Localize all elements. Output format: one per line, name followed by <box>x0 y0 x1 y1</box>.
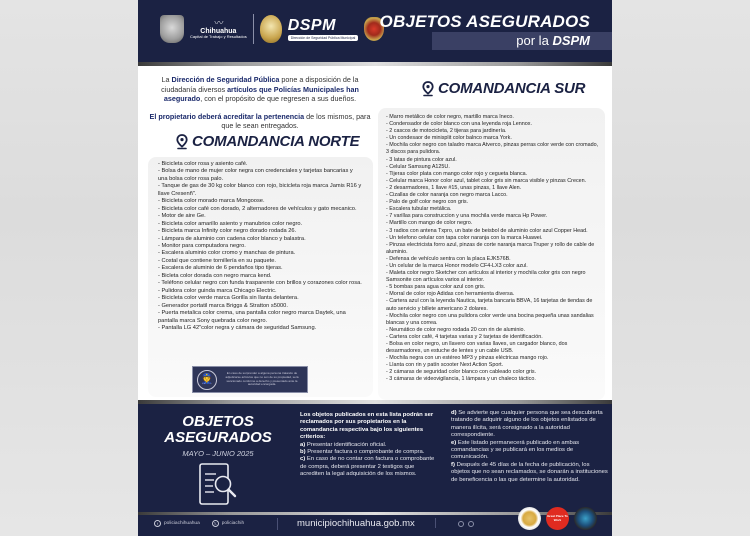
list-item: - 7 varillas para construccion y una mochila verde marca Hp Power. <box>386 213 548 220</box>
footer-divider-1 <box>277 518 278 530</box>
police-badge-icon <box>260 15 282 43</box>
logo-divider <box>253 14 254 44</box>
x-link[interactable]: 𝕏 policiachih <box>213 521 245 526</box>
location-pin-icon <box>422 81 434 97</box>
footer-small-icons <box>458 521 474 527</box>
certification-seals <box>518 507 597 530</box>
list-item: - Martillo con mango de color negro. <box>386 220 473 227</box>
list-item: - Tijeras color plata con mango color rojo y cegueta blanca. <box>386 170 528 177</box>
criterion-f: f) Después de 45 días de la fecha de publicación, los objetos que no sean reclamados, se donarán a instituciones de beneficencia o las que determine la autoridad. <box>451 461 608 483</box>
list-item: - Un condesaor de minisplit color balnco marca York. <box>386 135 512 142</box>
sur-items-list <box>378 108 605 400</box>
list-item: - Lámpara de aluminio con cadena color blanco y balastra. <box>158 235 306 242</box>
list-item: - Mochila color negro con taladro marca Atverco, pinzas perras color verde con cromado, 3 discos para pulidora. <box>386 142 599 156</box>
list-item: - 3 radios con antena Txpro, un bate de beisbol de aluminio color azul Copper Head. <box>386 227 588 234</box>
list-item: - Bicicleta color café con dorado, 2 alternadores de vehículos y gato mecanico. <box>158 205 357 212</box>
list-item: - Bolsa en color negro, un llavero con varias llaves, un cargador blanco, dos desarmadores, un estuche de lentes y un cable USB. <box>386 341 568 355</box>
list-item: - Teléfono celular negro con funda trasparente con brillos y corazones color rosa. <box>158 280 362 287</box>
list-item: - 2 cámaras de seguridad color blanco con cableado color gris. <box>386 369 537 376</box>
great-place-to-work-badge: Great Place To Work <box>546 507 569 530</box>
list-item: - Un telefono celular con tapa color naranja con la marca Huawei. <box>386 234 543 241</box>
municipal-crest-icon <box>160 15 184 43</box>
chihuahua-logo: 〰 Chihuahua Capital de Trabajo y Resultados <box>190 18 247 39</box>
norte-items-list <box>148 157 373 397</box>
list-item: - Generador portatil marca Briggs & Stratton s5000. <box>158 302 288 309</box>
list-item: - Celular marca Honor color azul, tablet color gris sin marca visible y pinzas Crecen. <box>386 177 587 184</box>
list-item: - Puerta metalica color crema, una pantalla color negro marca Daytek, una pantalla marca Sony quebrada color negro. <box>158 310 346 324</box>
facebook-icon: f <box>154 520 161 527</box>
list-item: - Bicicleta color morado marca Mongoose. <box>158 198 265 205</box>
municipal-seal-icon <box>518 507 541 530</box>
location-pin-icon <box>176 134 188 150</box>
poster <box>138 0 612 536</box>
social-links <box>154 520 244 527</box>
list-item: - Mochila negra con un estéreo MP3 y pinzas eléctricas mango rojo. <box>386 355 549 362</box>
x-icon: 𝕏 <box>213 521 217 526</box>
list-item: - Motor de aire Ge. <box>158 213 206 220</box>
list-item: - 5 bombas para agua color azul con gris. <box>386 284 486 291</box>
list-item: - Bicleta color dorada con negro marca kend. <box>158 272 272 279</box>
warning-notice: 👮 En caso de sorprender a alguna persona tratando de adjudicarse artículos que no son de su propiedad, será sancionado conforme a derecho y presentado ante la autoridad encargada. <box>192 366 308 393</box>
list-item: - 3 latas de pintura color azul. <box>386 156 457 163</box>
list-item: - Defensa de vehículo sentra con la placa EJK576B. <box>386 255 511 262</box>
list-item: - Bicicleta color verde marca Gorilla sin llanta delantera. <box>158 295 299 302</box>
website-link[interactable]: municipiochihuahua.gob.mx <box>297 518 415 529</box>
list-item: - Marro metálico de color negro, martillo marca Ineco. <box>386 114 514 120</box>
criteria-right <box>451 410 609 484</box>
list-item: - Mochila color negro con una pulidora color verde una bocina pequeña unas sandalias blancas y una correa. <box>386 312 594 326</box>
facebook-link[interactable]: f policiachihuahua <box>154 520 200 527</box>
list-item: - 2 desarmadores, 1 llave #15, unas pinzas, 1 llave Alen. <box>386 184 522 191</box>
criterion-e: e) Este listado permanecerá publicado en ambas comandancias y se publicará en los medios de comunicación. <box>451 439 580 461</box>
logo-strip <box>160 12 384 46</box>
list-item: - Bicicleta marca Infinity color negro dorado rodada 26. <box>158 228 297 235</box>
criterion-d: d) Se advierte que cualquier persona que sea descubierta tratando de adquirir alguno de los objetos enlistados de manera ilícita, será consignado a la autoridad correspondiente. <box>451 410 603 439</box>
list-item: - Escalera tubular metálica. <box>386 206 452 213</box>
tiktok-icon[interactable] <box>458 521 464 527</box>
list-item: - Pinzas electricista forro azul, pinzas de corte naranja marca Truper y rollo de cable de aluminio. <box>386 241 595 255</box>
intro-text <box>146 75 374 139</box>
list-item: - 2 cascos de motocicleta, 2 tijeras para jardinería. <box>386 128 507 135</box>
header <box>138 0 612 62</box>
list-item: - Monitor para computadora negro. <box>158 242 246 249</box>
list-item: - Maleta color negro Sketcher con artículos al interior y mochila color gris con negro Samsonite con artículos varios al interior. <box>386 270 586 284</box>
list-item: - Celular Samsung A125U. <box>386 163 450 170</box>
list-item: - 3 cámaras de videovigilancia, 1 lámpara y un chaleco táctico. <box>386 376 536 383</box>
list-item: - Pantalla LG 42"color negra y cámara de seguridad Samsung. <box>158 324 317 331</box>
list-item: - Un celular de la marca Honor modelo CF4-LX3 color azul. <box>386 262 528 269</box>
list-item: - Neumático de color negro rodada 20 con rin de aluminio. <box>386 326 526 333</box>
header-divider <box>138 62 612 66</box>
list-item: - Pulidora color guinda marca Chicago Electric. <box>158 287 277 294</box>
list-item: - Palo de golf color negro con gris. <box>386 199 469 206</box>
bottom-title: OBJETOS ASEGURADOS <box>164 413 272 446</box>
list-item: - Escalera de aluminio de 6 pendaños tipo tijeras. <box>158 265 283 272</box>
criteria-left: Los objetos publicados en esta lista podrán ser reclamados por sus propietarios en la comandancia respectiva bajo los siguientes criterios: a) Presentar identificación oficial. b) Presentar factura o comprobante de compra. c) En caso de no contar con factura o comprobante de compra, deberá presentar 2 testigos que acrediten la legal adquisición de los mismos. <box>300 412 440 479</box>
list-item: - Cartera color café, 4 tarjetas varias y 2 tarjetas de identificación. <box>386 333 543 340</box>
list-item: - Cartera azul con la leyenda Nautica, tarjeta bancaria BBVA, 16 tarjetas de tiendas de auto servicio y billete americano 2 dolares. <box>386 298 593 312</box>
list-item: - Bicicleta color amarillo asiento y manubrios color negro. <box>158 220 303 227</box>
list-item: - Cizallas de color naranja con negro marca Lacco. <box>386 192 508 199</box>
criterion-a: a) Presentar identificación oficial. <box>300 441 387 448</box>
list-item: - Costal que contiene tornillería en su paquete. <box>158 257 276 264</box>
list-item: - Tanque de gas de 30 kg color blanco con rojo, bicicleta roja marca Jamis R16 y llave Cresenñ". <box>158 183 362 197</box>
list-item: - Escalera aluminio color cromo y manchas de pintura. <box>158 250 296 257</box>
list-item: - Condensador de color blanco con una leyenda roja Lennox. <box>386 121 532 128</box>
instagram-icon[interactable] <box>468 521 474 527</box>
section-title-sur: COMANDANCIA SUR <box>422 80 585 97</box>
chihuahua-wave-icon: 〰 <box>214 18 223 28</box>
officer-icon: 👮 <box>197 370 217 390</box>
period-label: MAYO – JUNIO 2025 <box>182 449 254 458</box>
section-title-norte: COMANDANCIA NORTE <box>176 133 359 150</box>
agency-seal-icon <box>574 507 597 530</box>
list-item: - Morral de color rojo Adidas con herramienta diversa. <box>386 291 515 298</box>
footer-divider-2 <box>435 518 436 528</box>
criterion-b: b) Presentar factura o comprobante de compra. <box>300 449 425 456</box>
page-title: OBJETOS ASEGURADOS <box>379 12 590 31</box>
document-search-icon <box>194 462 242 510</box>
page-subtitle: por la DSPM <box>432 32 612 50</box>
dspm-logo: DSPM Dirección de Seguridad Pública Municipal <box>288 18 359 41</box>
list-item: - Llanta con rin y patín scooter Next Action Sport. <box>386 362 504 369</box>
intro-paragraph-1: La Dirección de Seguridad Pública pone a disposición de la ciudadanía diversos artículos que Policías Municipales han asegurado, con el propósito de que regresen a sus dueños. <box>161 75 359 104</box>
list-item: - Bolsa de mano de mujer color negra con credenciales y tarjetas bancarias y una bolsa color rosa palo. <box>158 168 353 182</box>
intro-paragraph-2: El propietario deberá acreditar la pertenencia de los mismos, para que le sean entregados. <box>149 111 371 131</box>
list-item: - Bicicleta color rosa y asiento café. <box>158 161 248 167</box>
criterion-c: c) En caso de no contar con factura o comprobante de compra, deberá presentar 2 testigos que acrediten la legal adquisición de los mismos. <box>300 456 435 478</box>
